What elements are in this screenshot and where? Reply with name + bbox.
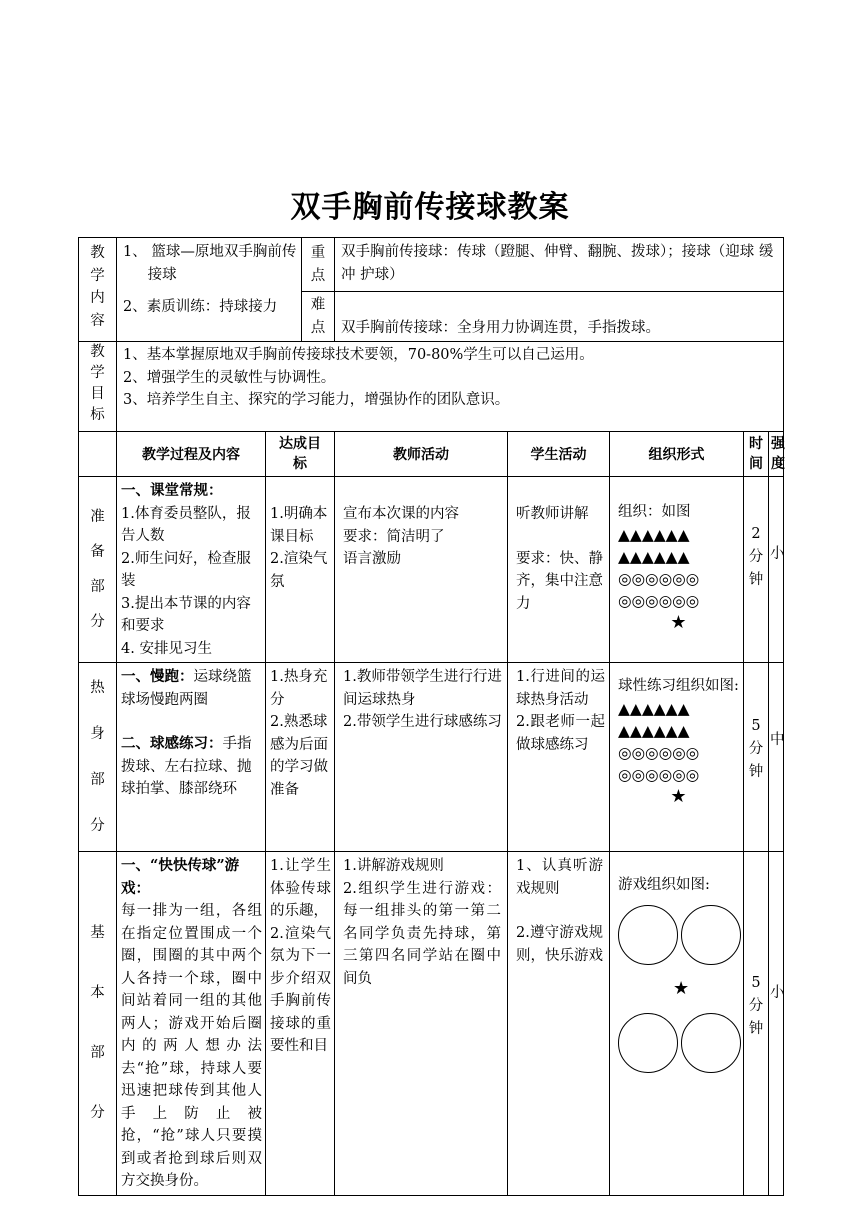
goal-item-2: 2、增强学生的灵敏性与协调性。 [123,369,336,386]
game-diagram [618,905,742,1080]
circle-icon [681,1013,741,1073]
goals-text [117,342,784,432]
basic-student: 1、认真听游戏规则 2.遵守游戏规则，快乐游戏 [508,852,610,1196]
page-title: 双手胸前传接球教案 [290,190,570,225]
header-time: 时间 [744,432,769,477]
warm-teacher: 1.教师带领学生进行行进间运球热身 2.带领学生进行球感练习 [335,663,508,852]
circle-row-icon: ◎◎◎◎◎◎ [618,765,700,784]
star-icon: ★ [670,785,687,807]
goal-item-1: 1、基本掌握原地双手胸前传接球技术要领，70-80%学生可以自己运用。 [123,347,594,363]
lesson-plan-table [78,237,784,1196]
prep-content: 一、课堂常规： 1.体育委员整队，报告人数 2.师生问好，检查服装 3.提出本节课的内容和要求 4. 安排见习生 [117,477,266,663]
triangle-row-icon: ▲▲▲▲▲▲ [618,525,690,544]
warm-content: 一、慢跑：运球绕篮球场慢跑两圈 二、球感练习：手指拨球、左右拉球、抛球拍掌、膝部绕环 [117,663,266,852]
circle-icon [618,905,678,965]
triangle-row-icon: ▲▲▲▲▲▲ [618,547,690,566]
header-teacher: 教师活动 [335,432,508,477]
prep-student: 听教师讲解 要求：快、静齐，集中注意力 [508,477,610,663]
prep-heading: 一、课堂常规： [121,482,223,499]
warm-heading-1: 一、慢跑： [121,668,194,685]
prep-label: 准 备 部 分 [79,477,117,663]
warm-label: 热 身 部 分 [79,663,117,852]
basic-org: 游戏组织如图: ★ [610,852,744,1196]
basic-heading: 一、“快快传球”游戏： [121,857,240,897]
basic-time: 5分钟 [744,852,769,1196]
header-process: 教学过程及内容 [117,432,266,477]
basic-teacher: 1.讲解游戏规则 2.组织学生进行游戏：每一组排头的第一第二名同学负责先持球，第三第四名同学站在圈中间负 [335,852,508,1196]
key-points-text: 双手胸前传接球：传球（蹬腿、伸臂、翻腕、拨球）；接球（迎球 缓冲 护球） [335,238,784,292]
key-points-label: 重 点 [302,238,335,292]
header-student: 学生活动 [508,432,610,477]
content-item-2: 2、素质训练：持球接力 [123,299,278,315]
circle-row-icon: ◎◎◎◎◎◎ [618,569,700,588]
difficulty-label: 难 点 [302,292,335,342]
basic-target: 1.让学生体验传球的乐趣， 2.渲染气氛为下一步介绍双手胸前传接球的重要性和目 [266,852,335,1196]
triangle-row-icon: ▲▲▲▲▲▲ [618,699,690,718]
basic-game-rules: 每一排为一组，各组在指定位置围成一个圈，围圈的其中两个人各持一个球，圈中间站着同一组的其他两人；游戏开始后圈内的两人想办法去“抢”球，持球人要迅速把球传到其他人手上防止被抢，“抢”球人只要摸到或者抢到球后则双方交换身份。 [121,903,262,1189]
prep-teacher: 宣布本次课的内容 要求：简洁明了 语言激励 [335,477,508,663]
circle-row-icon: ◎◎◎◎◎◎ [618,591,700,610]
warm-time: 5分钟 [744,663,769,852]
content-item-1: 1、 篮球—原地双手胸前传接球 [123,244,297,283]
goal-item-3: 3、培养学生自主、探究的学习能力，增强协作的团队意识。 [123,392,510,408]
warm-org: 球性练习组织如图: ▲▲▲▲▲▲ ▲▲▲▲▲▲ ◎◎◎◎◎◎ ◎◎◎◎◎◎ ★ [610,663,744,852]
star-icon: ★ [673,977,690,999]
content-items [117,238,302,342]
header-intensity: 强度 [769,432,784,477]
circle-icon [618,1013,678,1073]
prep-intensity: 小 [769,477,784,663]
prep-time: 2分钟 [744,477,769,663]
prep-target: 1.明确本课目标 2.渲染气氛 [266,477,335,663]
basic-label: 基 本 部 分 [79,852,117,1196]
warm-heading-2: 二、球感练习： [121,735,223,752]
circle-icon [681,905,741,965]
content-label: 教 学 内 容 [79,238,117,342]
warm-student: 1.行进间的运球热身活动 2.跟老师一起做球感练习 [508,663,610,852]
goals-label: 教 学 目 标 [79,342,117,432]
circle-row-icon: ◎◎◎◎◎◎ [618,743,700,762]
triangle-row-icon: ▲▲▲▲▲▲ [618,721,690,740]
basic-intensity: 小 [769,852,784,1196]
header-target: 达成目标 [266,432,335,477]
warm-target: 1.热身充分 2.熟悉球感为后面的学习做准备 [266,663,335,852]
prep-org: 组织：如图 ▲▲▲▲▲▲ ▲▲▲▲▲▲ ◎◎◎◎◎◎ ◎◎◎◎◎◎ ★ [610,477,744,663]
difficulty-text: 双手胸前传接球：全身用力协调连贯，手指拨球。 [335,292,784,342]
warm-intensity: 中 [769,663,784,852]
header-org: 组织形式 [610,432,744,477]
star-icon: ★ [670,611,687,633]
basic-content [117,852,266,1196]
